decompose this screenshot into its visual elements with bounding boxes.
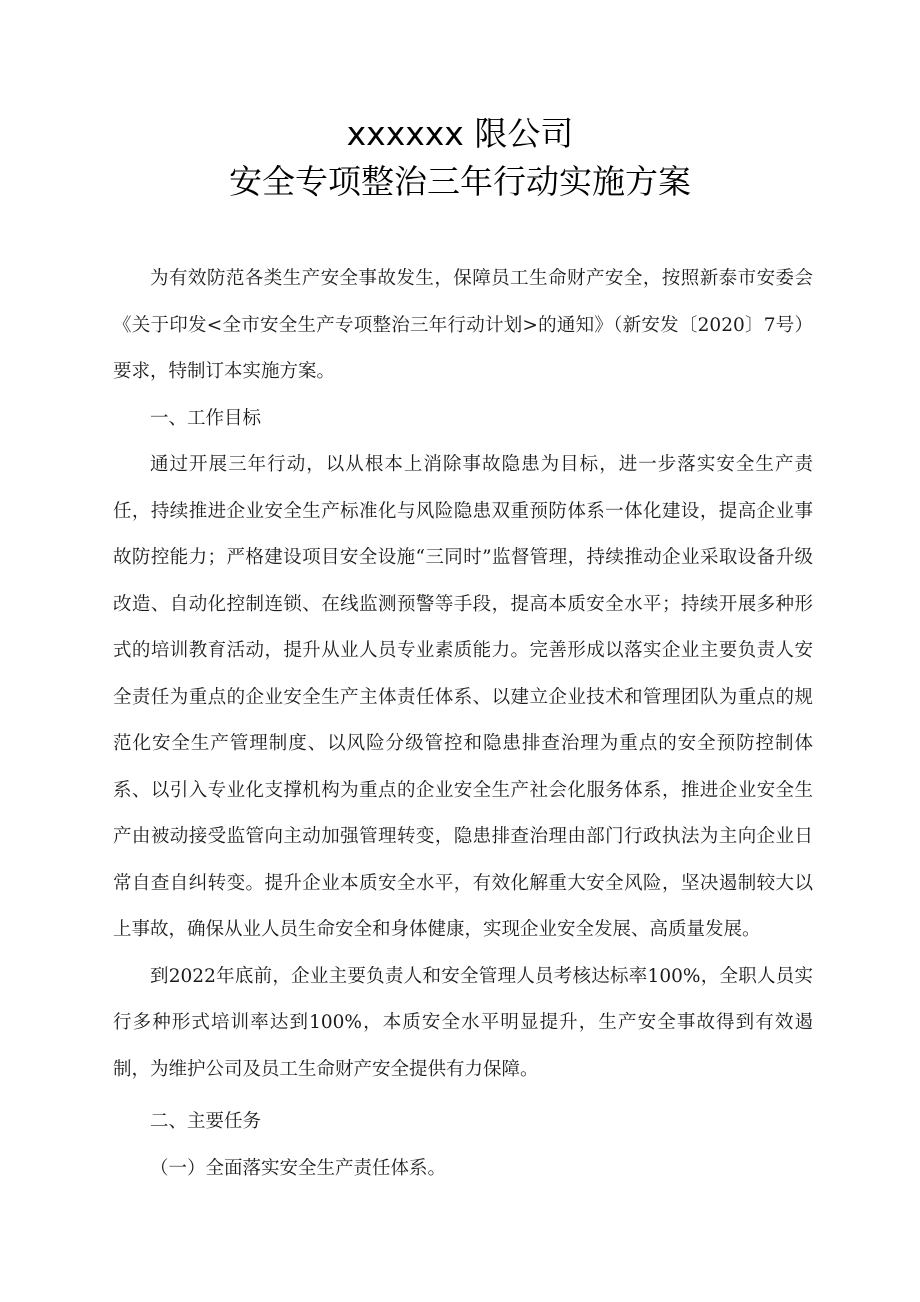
document-title-plan: 安全专项整治三年行动实施方案 bbox=[229, 162, 691, 201]
subsection-heading-responsibility: （一）全面落实安全生产责任体系。 bbox=[150, 1157, 447, 1179]
section-heading-tasks: 二、主要任务 bbox=[150, 1111, 262, 1132]
document-title-company: xxxxxx 限公司 bbox=[346, 114, 574, 153]
goals-paragraph: 通过开展三年行动，以从根本上消除事故隐患为目标，进一步落实安全生产责任，持续推进企业安全生产标准化与风险隐患双重预防体系一体化建设，提高企业事故防控能力；严格建设项目安全设施“三同时”监督管理，持续推动企业采取设备升级改造、自动化控制连锁、在线监测预警等手段，提高本质安全水平；持续开展多种形式的培训教育活动，提升从业人员专业素质能力。完善形成以落实企业主要负责人安全责任为重点的企业安全生产主体责任体系、以建立企业技术和管理团队为重点的规范化安全生产管理制度、以风险分级管控和隐患排查治理为重点的安全预防控制体系、以引入专业化支撑机构为重点的企业安全生产社会化服务体系，推进企业安全生产由被动接受监管向主动加强管理转变，隐患排查治理由部门行政执法为主向企业日常自查自纠转变。提升企业本质安全水平，有效化解重大安全风险，坚决遏制较大以上事故，确保从业人员生命安全和身体健康，实现企业安全发展、高质量发展。 bbox=[113, 454, 813, 940]
document-body bbox=[113, 256, 813, 1192]
section-heading-goals: 一、工作目标 bbox=[150, 407, 262, 429]
target-paragraph: 到2022年底前，企业主要负责人和安全管理人员考核达标率100%，全职人员实行多种形式培训率达到100%，本质安全水平明显提升，生产安全事故得到有效遏制，为维护公司及员工生命财产安全提供有力保障。 bbox=[113, 965, 813, 1080]
intro-paragraph: 为有效防范各类生产安全事故发生，保障员工生命财产安全，按照新泰市安委会《关于印发<全市安全生产专项整治三年行动计划>的通知》（新安发〔2020〕7号）要求，特制订本实施方案。 bbox=[113, 268, 813, 382]
